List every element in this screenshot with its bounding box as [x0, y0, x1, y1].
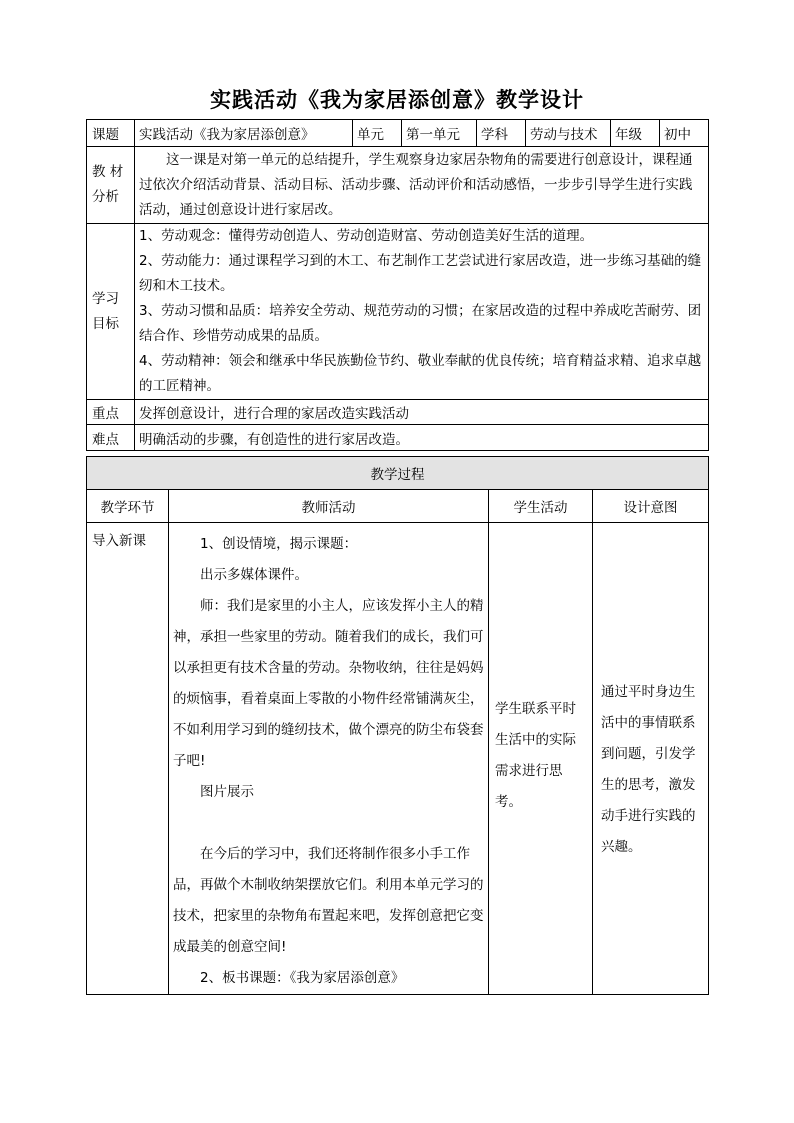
topic-label: 课题: [87, 120, 135, 147]
subject-value: 劳动与技术: [526, 120, 611, 147]
teacher-step: 1、创设情境，揭示课题：: [200, 536, 358, 552]
teacher-step: 2、板书课题：《我为家居添创意》: [200, 970, 405, 986]
topic-value: 实践活动《我为家居添创意》: [135, 120, 353, 147]
analysis-text: 这一课是对第一单元的总结提升，学生观察身边家居杂物角的需要进行创意设计，课程通过依次介绍活动背景、活动目标、活动步骤、活动评价和活动感悟，一步步引导学生进行实践活动，通过创意设计进行家居改。: [135, 147, 709, 224]
objectives-row: [87, 224, 709, 400]
key-point-label: 重点: [87, 400, 135, 425]
student-activity-cell: 学生联系平时生活中的实际需求进行思考。: [489, 523, 593, 995]
difficulty-text: 明确活动的步骤，有创造性的进行家居改造。: [135, 425, 709, 451]
process-table: [86, 456, 709, 995]
document-title: 实践活动《我为家居添创意》教学设计: [210, 87, 584, 112]
process-columns-row: [87, 490, 709, 523]
teacher-step: 在今后的学习中，我们还将制作很多小手工作品，再做个木制收纳架摆放它们。利用本单元学习的技术，把家里的杂物角布置起来吧，发挥创意把它变成最美的创意空间!: [173, 846, 484, 955]
design-intent-cell: 通过平时身边生活中的事情联系到问题，引发学生的思考，激发动手进行实践的兴趣。: [593, 523, 709, 995]
unit-label: 单元: [353, 120, 402, 147]
objective-item: 3、劳动习惯和品质：培养安全劳动、规范劳动的习惯；在家居改造的过程中养成吃苦耐劳、团结合作、珍惜劳动成果的品质。: [139, 303, 702, 344]
column-header-stage: 教学环节: [87, 490, 169, 523]
teacher-step: 师：我们是家里的小主人，应该发挥小主人的精神，承担一些家里的劳动。随着我们的成长，我们可以承担更有技术含量的劳动。杂物收纳，往往是妈妈的烦恼事，看着桌面上零散的小物件经常铺满灰尘，不如利用学习到的缝纫技术，做个漂亮的防尘布袋套子吧!: [173, 598, 484, 769]
blank-line: [173, 808, 484, 839]
grade-label: 年级: [611, 120, 660, 147]
teacher-activity-cell: [169, 523, 489, 995]
teacher-step: 图片展示: [200, 784, 254, 800]
unit-value: 第一单元: [402, 120, 477, 147]
subject-label: 学科: [477, 120, 526, 147]
objectives-list: [135, 224, 709, 400]
process-header: 教学过程: [87, 457, 709, 490]
info-row: [87, 120, 709, 147]
column-header-student: 学生活动: [489, 490, 593, 523]
column-header-intent: 设计意图: [593, 490, 709, 523]
analysis-row: [87, 147, 709, 224]
analysis-label: 教 材 分析: [87, 147, 135, 224]
key-point-row: [87, 400, 709, 425]
objective-item: 1、劳动观念：懂得劳动创造人、劳动创造财富、劳动创造美好生活的道理。: [139, 228, 594, 244]
difficulty-row: [87, 425, 709, 451]
objective-item: 2、劳动能力：通过课程学习到的木工、布艺制作工艺尝试进行家居改造，进一步练习基础的缝纫和木工技术。: [139, 253, 702, 294]
process-row: [87, 523, 709, 995]
grade-value: 初中: [660, 120, 709, 147]
key-point-text: 发挥创意设计，进行合理的家居改造实践活动: [135, 400, 709, 425]
difficulty-label: 难点: [87, 425, 135, 451]
objectives-label: 学习 目标: [87, 224, 135, 400]
column-header-teacher: 教师活动: [169, 490, 489, 523]
lesson-info-table: [86, 119, 709, 451]
teacher-step: 出示多媒体课件。: [200, 567, 308, 583]
process-header-row: [87, 457, 709, 490]
objective-item: 4、劳动精神：领会和继承中华民族勤俭节约、敬业奉献的优良传统；培育精益求精、追求卓越的工匠精神。: [139, 353, 702, 394]
stage-cell: 导入新课: [87, 523, 169, 995]
